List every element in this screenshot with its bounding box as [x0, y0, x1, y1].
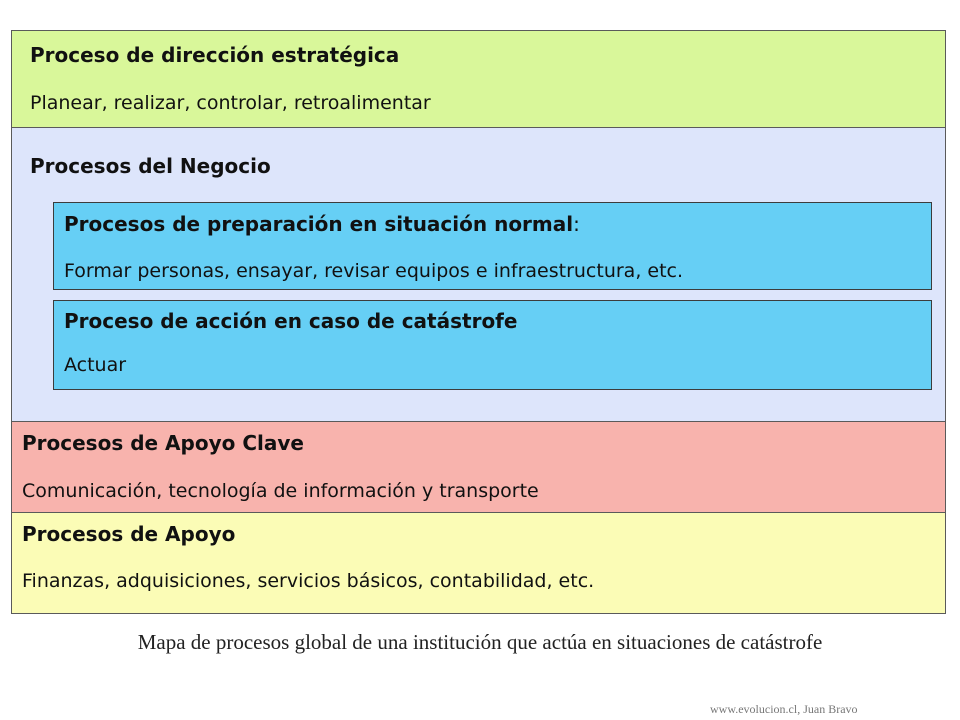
action-process-box — [53, 300, 932, 390]
business-processes-title: Procesos del Negocio — [30, 154, 271, 178]
support-process-subtitle: Finanzas, adquisiciones, servicios básicos, contabilidad, etc. — [22, 570, 595, 592]
preparation-process-subtitle: Formar personas, ensayar, revisar equipos e infraestructura, etc. — [64, 260, 684, 282]
strategic-process-subtitle: Planear, realizar, controlar, retroalimentar — [30, 92, 431, 114]
action-process-subtitle: Actuar — [64, 354, 127, 376]
strategic-process-title: Proceso de dirección estratégica — [30, 43, 400, 67]
support-process-box — [11, 512, 946, 614]
preparation-process-box — [53, 202, 932, 290]
support-process-title: Procesos de Apoyo — [22, 522, 236, 546]
action-process-title: Proceso de acción en caso de catástrofe — [64, 309, 518, 333]
preparation-process-title-line — [64, 212, 580, 236]
business-processes-box — [11, 127, 946, 422]
diagram-caption: Mapa de procesos global de una institución que actúa en situaciones de catástrofe — [137, 630, 823, 654]
strategic-process-box — [11, 30, 946, 128]
preparation-process-title-suffix: : — [573, 212, 580, 236]
preparation-process-title: Procesos de preparación en situación normal — [64, 212, 574, 236]
key-support-process-title: Procesos de Apoyo Clave — [22, 431, 304, 455]
key-support-process-subtitle: Comunicación, tecnología de información y transporte — [22, 480, 539, 502]
source-credit: www.evolucion.cl, Juan Bravo — [710, 702, 858, 716]
key-support-process-box — [11, 421, 946, 513]
